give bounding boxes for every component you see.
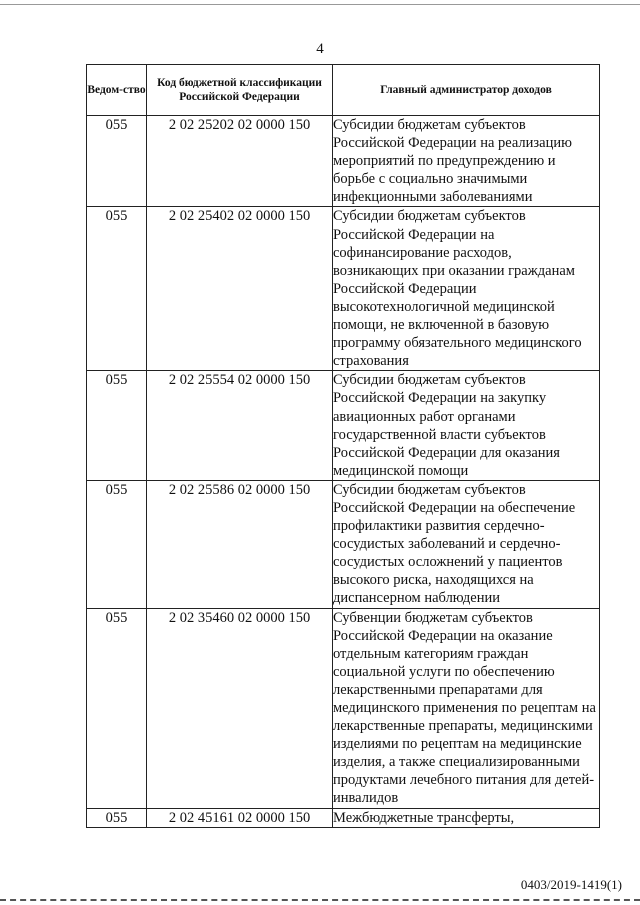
row-description: Субсидии бюджетам субъектов Российской Федерации на реализацию мероприятий по предупреждению и борьбе с социально значимыми инфекционными заболеваниями <box>333 116 600 207</box>
row-code: 2 02 25586 02 0000 150 <box>147 480 333 608</box>
row-dept: 055 <box>87 371 147 481</box>
row-code: 2 02 25402 02 0000 150 <box>147 207 333 371</box>
row-code: 2 02 25202 02 0000 150 <box>147 116 333 207</box>
header-department: Ведом-ство <box>87 65 147 116</box>
row-dept: 055 <box>87 207 147 371</box>
row-description: Субсидии бюджетам субъектов Российской Федерации на софинансирование расходов, возникающих при оказании гражданам Российской Федерации высокотехнологичной медицинской помощи, не включенной в базовую программу обязательного медицинского страхования <box>333 207 600 371</box>
table-row <box>87 808 600 827</box>
row-dept: 055 <box>87 116 147 207</box>
top-scan-edge <box>0 4 640 5</box>
page-number: 4 <box>316 41 324 57</box>
row-description: Субсидии бюджетам субъектов Российской Федерации на обеспечение профилактики развития сердечно-сосудистых заболеваний и сердечно-сосудистых осложнений у пациентов высокого риска, находящихся на диспансерном наблюдении <box>333 480 600 608</box>
row-description: Межбюджетные трансферты, <box>333 808 600 827</box>
document-code: 0403/2019-1419(1) <box>520 877 622 892</box>
row-dept: 055 <box>87 608 147 808</box>
row-description: Субсидии бюджетам субъектов Российской Федерации на закупку авиационных работ органами государственной власти субъектов Российской Федерации для оказания медицинской помощи <box>333 371 600 481</box>
row-code: 2 02 25554 02 0000 150 <box>147 371 333 481</box>
table-row <box>87 480 600 608</box>
row-dept: 055 <box>87 808 147 827</box>
table-header-row <box>87 65 600 116</box>
row-code: 2 02 45161 02 0000 150 <box>147 808 333 827</box>
row-dept: 055 <box>87 480 147 608</box>
header-administrator: Главный администратор доходов <box>333 65 600 116</box>
row-description: Субвенции бюджетам субъектов Российской Федерации на оказание отдельным категориям граждан социальной услуги по обеспечению лекарственными препаратами для медицинского применения по рецептам на лекарственные препараты, медицинскими изделиями по рецептам на медицинские изделия, а также специализированными продуктами лечебного питания для детей-инвалидов <box>333 608 600 808</box>
table-row <box>87 207 600 371</box>
table-row <box>87 371 600 481</box>
table-row <box>87 116 600 207</box>
row-code: 2 02 35460 02 0000 150 <box>147 608 333 808</box>
bottom-scan-edge <box>0 899 640 901</box>
table-row <box>87 608 600 808</box>
budget-classification-table <box>86 64 600 828</box>
header-code: Код бюджетной классификации Российской Федерации <box>147 65 333 116</box>
